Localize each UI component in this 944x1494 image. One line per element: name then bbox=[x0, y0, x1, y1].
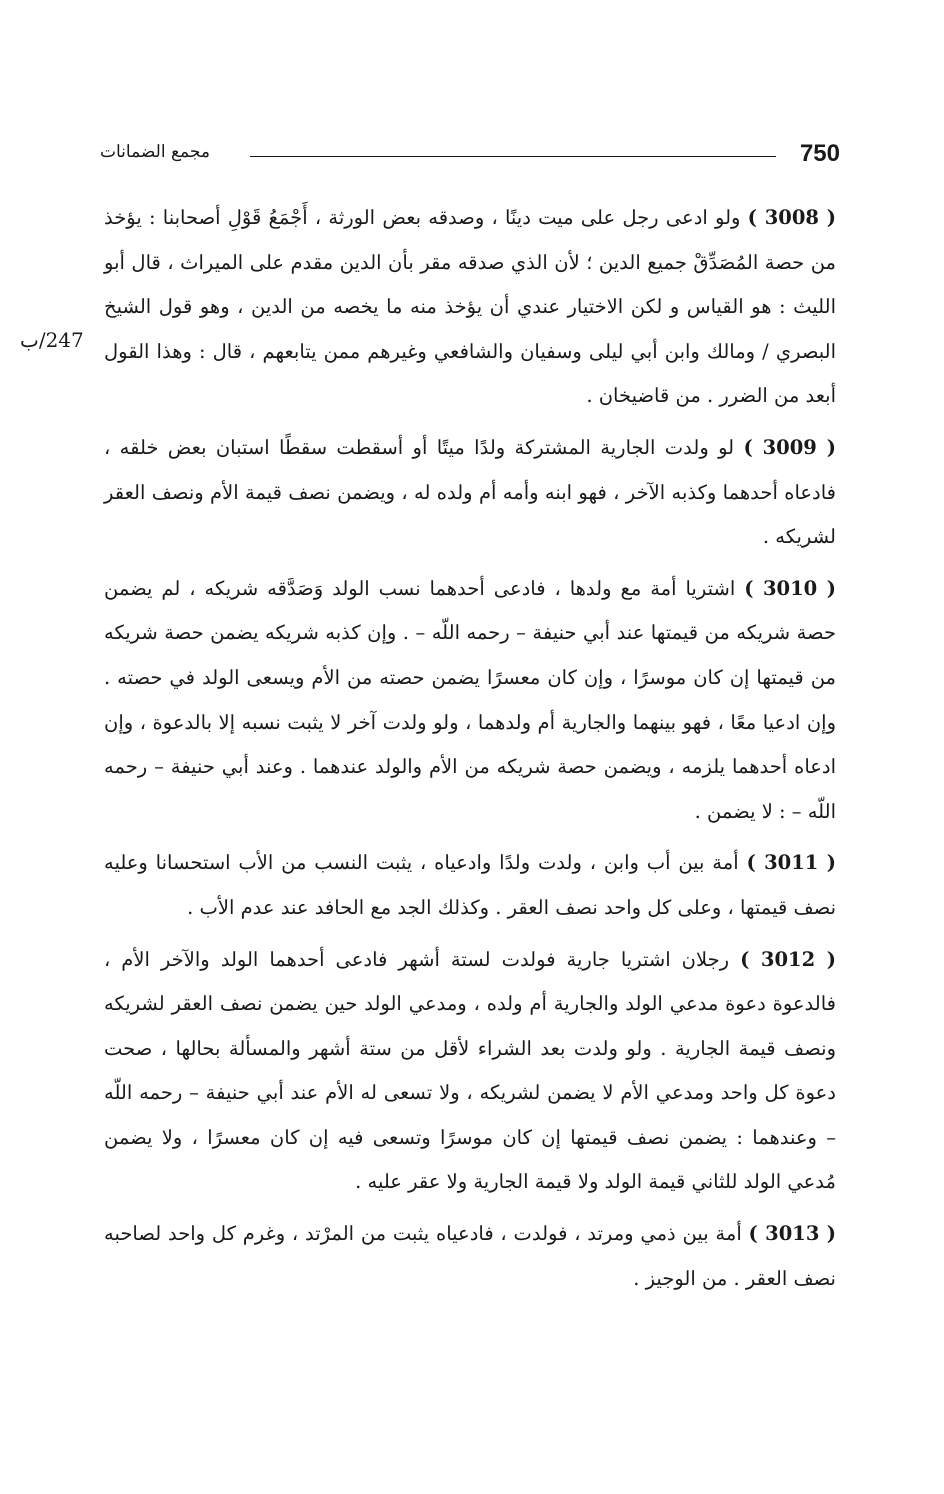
margin-folio-note: 247/ب bbox=[20, 328, 84, 352]
header-rule bbox=[250, 156, 776, 157]
entry-3010 bbox=[104, 567, 836, 835]
book-title: مجمع الضمانات bbox=[100, 142, 210, 162]
entry-text: لو ولدت الجارية المشتركة ولدًا ميتًا أو أسقطت سقطًا استبان بعض خلقه ، فادعاه أحدهما وكذبه الآخر ، فهو ابنه وأمه أم ولده له ، ويضمن نصف قيمة الأم ونصف العقر لشريكه . bbox=[104, 435, 836, 549]
entry-3013 bbox=[104, 1212, 836, 1301]
page-header bbox=[100, 140, 840, 174]
entry-number: ( 3013 ) bbox=[748, 1222, 837, 1246]
entry-number: ( 3010 ) bbox=[744, 576, 837, 600]
entry-number: ( 3009 ) bbox=[743, 435, 837, 459]
entry-3012 bbox=[104, 938, 836, 1206]
page-number: 750 bbox=[799, 140, 840, 167]
page-body bbox=[104, 196, 836, 1308]
entry-text: رجلان اشتريا جارية فولدت لستة أشهر فادعى أحدهما الولد والآخر الأم ، فالدعوة دعوة مدعي الولد والجارية أم ولده ، ومدعي الولد حين يضمن نصف العقر لشريكه ونصف قيمة الجارية . ولو ولدت بعد الشراء لأقل من ستة أشهر والمسألة بحالها ، صحت دعوة كل واحد ومدعي الأم لا يضمن لشريكه ، ولا تسعى له الأم عند أبي حنيفة – رحمه اللّه – وعندهما : يضمن نصف قيمتها إن كان موسرًا وتسعى فيه إن كان معسرًا ، ولا يضمن مُدعي الولد للثاني قيمة الولد ولا قيمة الجارية ولا عقر عليه . bbox=[104, 947, 836, 1194]
entry-number: ( 3012 ) bbox=[740, 947, 836, 971]
entry-number: ( 3008 ) bbox=[747, 206, 837, 229]
entry-text: أمة بين ذمي ومرتد ، فولدت ، فادعياه يثبت من المرْتد ، وغرم كل واحد لصاحبه نصف العقر . من الوجيز . bbox=[104, 1222, 836, 1290]
entry-number: ( 3011 ) bbox=[746, 851, 837, 875]
entry-text: أمة بين أب وابن ، ولدت ولدًا وادعياه ، يثبت النسب من الأب استحسانا وعليه نصف قيمتها ، وعلى كل واحد نصف العقر . وكذلك الجد مع الحافد عند عدم الأب . bbox=[104, 851, 836, 919]
entry-text: ولو ادعى رجل على ميت دينًا ، وصدقه بعض الورثة ، أَجْمَعُ قَوْلِ أصحابنا : يؤخذ من حصة المُصَدِّقْ جميع الدين ؛ لأن الذي صدقه مقر بأن الدين مقدم على الميراث ، قال أبو الليث : هو القياس و لكن الاختيار عندي أن يؤخذ منه ما يخصه من الدين ، وهو قول الشيخ البصري / ومالك وابن أبي ليلى وسفيان والشافعي وغيرهم ممن يتابعهم ، قال : وهذا القول أبعد من الضرر . من قاضيخان . bbox=[104, 206, 836, 408]
entry-3011 bbox=[104, 841, 836, 930]
entry-3008 bbox=[104, 196, 836, 419]
entry-3009 bbox=[104, 426, 836, 560]
entry-text: اشتريا أمة مع ولدها ، فادعى أحدهما نسب الولد وَصَدَّقه شريكه ، لم يضمن حصة شريكه من قيمتها عند أبي حنيفة – رحمه اللّه – . وإن كذبه شريكه يضمن حصة شريكه من قيمتها إن كان موسرًا ، وإن كان معسرًا يضمن حصته من الأم ويسعى الولد في حصته . وإن ادعيا معًا ، فهو بينهما والجارية أم ولدهما ، ولو ولدت آخر لا يثبت نسبه إلا بالدعوة ، وإن ادعاه أحدهما يلزمه ، ويضمن حصة شريكه من الأم والولد عندهما . وعند أبي حنيفة – رحمه اللّه – : لا يضمن . bbox=[104, 576, 836, 823]
